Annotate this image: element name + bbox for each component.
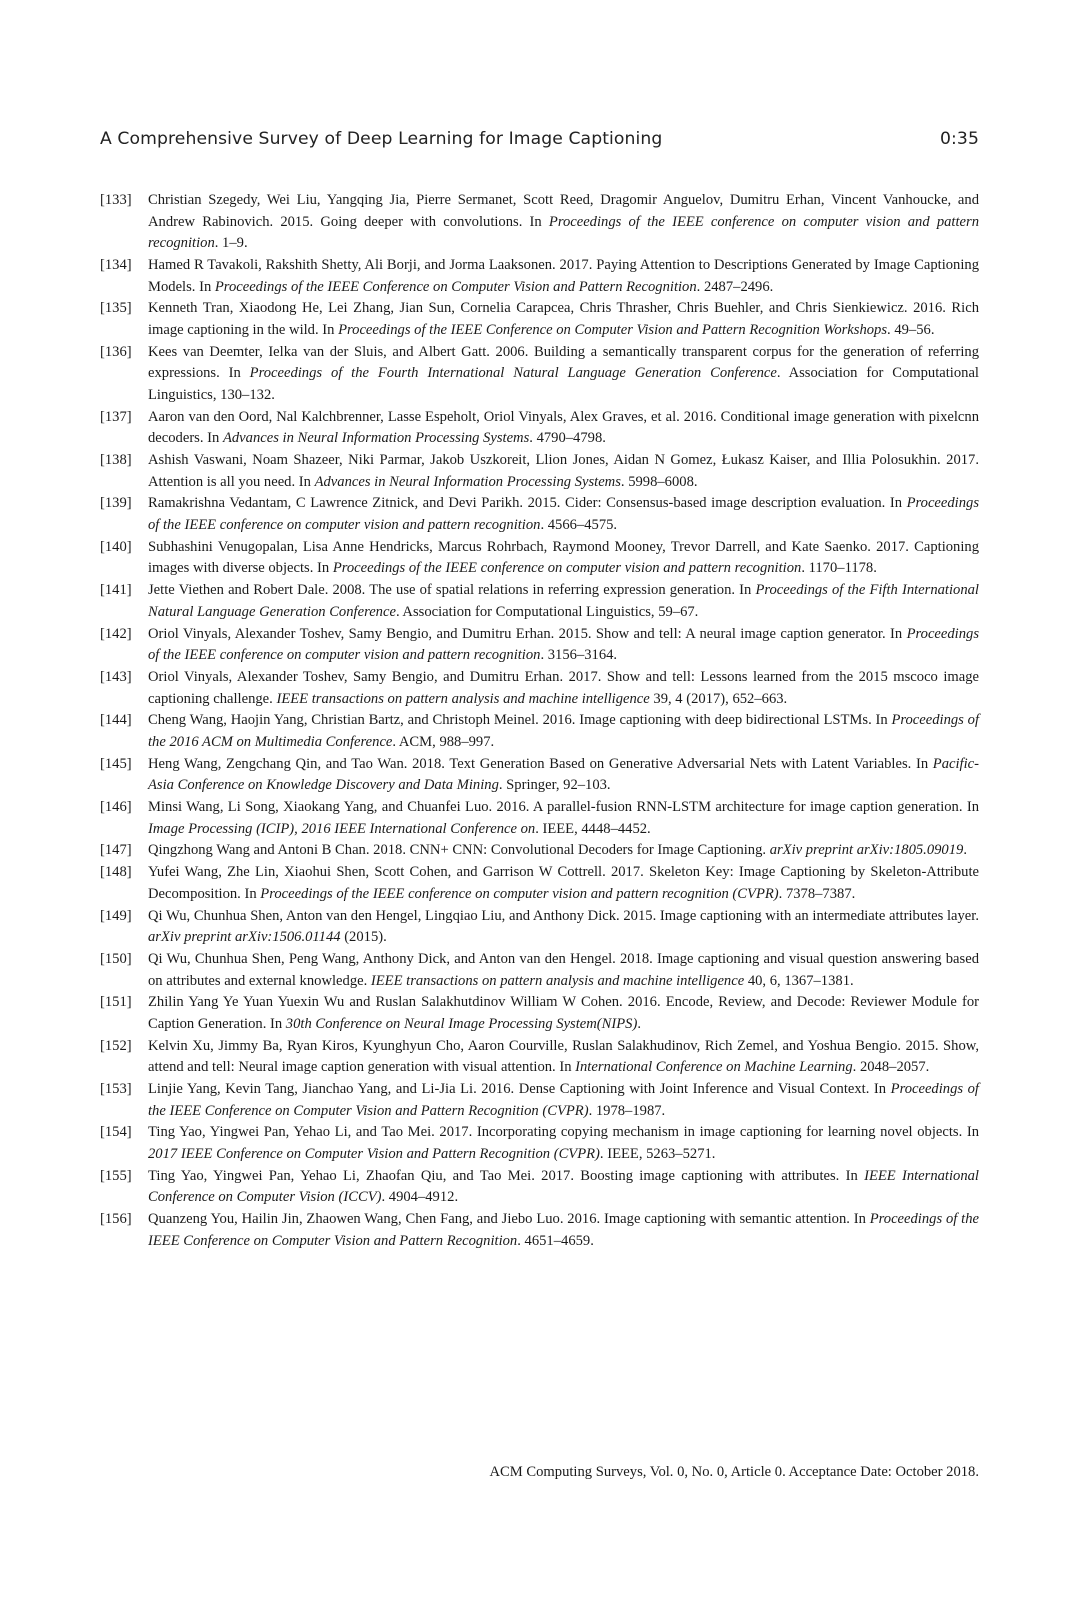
reference-number: [143] — [100, 668, 132, 685]
reference-authors-title: Qi Wu, Chunhua Shen, Anton van den Hengel, Lingqiao Liu, and Anthony Dick. 2015. Image captioning with an intermediate attributes layer. — [148, 907, 979, 924]
reference-number: [138] — [100, 452, 132, 469]
reference-number: [146] — [100, 799, 132, 816]
reference-entry — [100, 949, 979, 992]
reference-entry — [100, 862, 979, 905]
reference-venue: Advances in Neural Information Processing Systems — [222, 430, 530, 447]
reference-entry — [100, 493, 979, 536]
reference-text — [148, 300, 979, 338]
reference-number: [139] — [100, 495, 132, 512]
reference-authors-title: Qingzhong Wang and Antoni B Chan. 2018. CNN+ CNN: Convolutional Decoders for Image Captioning. — [148, 842, 770, 859]
reference-entry — [100, 537, 979, 580]
reference-number: [154] — [100, 1124, 132, 1141]
reference-venue: Advances in Neural Information Processing Systems — [314, 473, 621, 490]
reference-list — [100, 190, 979, 1253]
page-number: 0:35 — [940, 129, 979, 149]
reference-venue: Pacific-Asia Conference on Knowledge Discovery and Data Mining — [148, 755, 979, 794]
reference-number: [155] — [100, 1167, 132, 1184]
reference-venue: IEEE transactions on pattern analysis and machine intelligence — [276, 690, 650, 707]
reference-number: [151] — [100, 994, 132, 1011]
reference-number: [147] — [100, 842, 132, 859]
reference-pages: . IEEE, 5263–5271. — [599, 1146, 716, 1163]
reference-text — [148, 626, 979, 664]
reference-text — [148, 582, 979, 620]
reference-venue: 30th Conference on Neural Image Processing System(NIPS) — [285, 1015, 638, 1032]
reference-pages: . 2048–2057. — [852, 1059, 930, 1076]
reference-pages: . — [637, 1015, 641, 1032]
reference-pages: . ACM, 988–997. — [392, 733, 495, 750]
reference-venue: arXiv preprint arXiv:1506.01144 — [148, 929, 341, 946]
reference-pages: . 3156–3164. — [540, 647, 618, 664]
reference-text — [148, 257, 979, 295]
reference-entry — [100, 1166, 979, 1209]
reference-venue: Proceedings of the Fifth International Natural Language Generation Conference — [148, 582, 979, 620]
reference-venue: Proceedings of the 2016 ACM on Multimedia Conference — [148, 712, 979, 750]
reference-venue: Proceedings of the IEEE Conference on Computer Vision and Pattern Recognition Workshops — [338, 321, 888, 338]
reference-number: [137] — [100, 408, 132, 425]
reference-number: [152] — [100, 1037, 132, 1054]
reference-number: [144] — [100, 712, 132, 729]
reference-text — [148, 495, 979, 533]
reference-text — [148, 842, 967, 858]
reference-authors-title: Cheng Wang, Haojin Yang, Christian Bartz, and Christoph Meinel. 2016. Image captioning with deep bidirectional LSTMs. In — [148, 712, 892, 729]
reference-entry — [100, 190, 979, 255]
reference-number: [142] — [100, 625, 132, 642]
reference-pages: . 4904–4912. — [381, 1189, 459, 1206]
reference-entry — [100, 906, 979, 949]
reference-venue: Proceedings of the IEEE conference on computer vision and pattern recognition — [148, 213, 979, 252]
reference-authors-title: Hamed R Tavakoli, Rakshith Shetty, Ali Borji, and Jorma Laaksonen. 2017. Paying Attention to Descriptions Generated by Image Captioning Models. In — [148, 256, 979, 295]
reference-venue: IEEE International Conference on Computer Vision (ICCV) — [148, 1167, 979, 1206]
reference-entry — [100, 298, 979, 341]
reference-authors-title: Ramakrishna Vedantam, C Lawrence Zitnick, and Devi Parikh. 2015. Cider: Consensus-based image description evaluation. In — [148, 495, 907, 512]
reference-venue: Proceedings of the IEEE Conference on Computer Vision and Pattern Recognition — [214, 278, 697, 295]
reference-authors-title: Aaron van den Oord, Nal Kalchbrenner, Lasse Espeholt, Oriol Vinyals, Alex Graves, et al. 2016. Conditional image generation with pixelcnn decoders. In — [148, 408, 979, 447]
reference-entry — [100, 407, 979, 450]
reference-text — [148, 1081, 979, 1119]
reference-pages: . 1978–1987. — [588, 1102, 666, 1119]
reference-entry — [100, 342, 979, 407]
reference-number: [136] — [100, 343, 132, 360]
reference-entry — [100, 1079, 979, 1122]
reference-venue: Image Processing (ICIP), 2016 IEEE International Conference on — [148, 820, 536, 837]
reference-pages: . 2487–2496. — [696, 278, 774, 295]
reference-entry — [100, 624, 979, 667]
reference-venue: Proceedings of the IEEE Conference on Computer Vision and Pattern Recognition — [148, 1211, 979, 1249]
reference-number: [149] — [100, 907, 132, 924]
reference-authors-title: Kees van Deemter, Ielka van der Sluis, and Albert Gatt. 2006. Building a semantically transparent corpus for the generation of referring expressions. In — [148, 343, 979, 382]
reference-text — [148, 994, 979, 1032]
reference-pages: . 7378–7387. — [778, 885, 856, 902]
reference-venue: International Conference on Machine Learning — [575, 1059, 853, 1076]
reference-authors-title: Heng Wang, Zengchang Qin, and Tao Wan. 2018. Text Generation Based on Generative Adversarial Nets with Latent Variables. In — [148, 755, 933, 772]
running-header — [100, 129, 979, 149]
reference-number: [141] — [100, 582, 132, 599]
reference-text — [148, 344, 979, 403]
reference-text — [148, 908, 979, 946]
reference-text — [148, 452, 979, 490]
reference-pages: 40, 6, 1367–1381. — [744, 972, 854, 989]
reference-number: [156] — [100, 1211, 132, 1228]
reference-number: [145] — [100, 755, 132, 772]
reference-authors-title: Qi Wu, Chunhua Shen, Peng Wang, Anthony Dick, and Anton van den Hengel. 2018. Image captioning and visual question answering based on attributes and external knowledge. — [148, 950, 979, 989]
reference-authors-title: Ashish Vaswani, Noam Shazeer, Niki Parmar, Jakob Uszkoreit, Llion Jones, Aidan N Gomez, Łukasz Kaiser, and Illia Polosukhin. 2017. Attention is all you need. In — [148, 452, 979, 490]
reference-text — [148, 712, 979, 750]
reference-authors-title: Oriol Vinyals, Alexander Toshev, Samy Bengio, and Dumitru Erhan. 2015. Show and tell: A neural image caption generator. In — [148, 625, 907, 642]
reference-pages: . IEEE, 4448–4452. — [535, 820, 651, 837]
reference-number: [140] — [100, 538, 132, 555]
reference-text — [148, 192, 979, 251]
reference-entry — [100, 840, 979, 862]
reference-pages: . Association for Computational Linguistics, 130–132. — [148, 365, 979, 403]
reference-number: [153] — [100, 1081, 132, 1098]
reference-authors-title: Oriol Vinyals, Alexander Toshev, Samy Bengio, and Dumitru Erhan. 2017. Show and tell: Lessons learned from the 2015 mscoco image captioning challenge. — [148, 668, 979, 707]
reference-authors-title: Kelvin Xu, Jimmy Ba, Ryan Kiros, Kyunghyun Cho, Aaron Courville, Ruslan Salakhudinov, Rich Zemel, and Yoshua Bengio. 2015. Show, attend and tell: Neural image caption generation with visual attention. In — [148, 1037, 979, 1076]
reference-entry — [100, 1036, 979, 1079]
reference-entry — [100, 255, 979, 298]
reference-venue: Proceedings of the IEEE conference on computer vision and pattern recognition — [148, 495, 979, 534]
reference-entry — [100, 580, 979, 623]
reference-pages: . 49–56. — [887, 321, 935, 338]
reference-authors-title: Jette Viethen and Robert Dale. 2008. The use of spatial relations in referring expression generation. In — [148, 582, 756, 599]
reference-venue: IEEE transactions on pattern analysis and machine intelligence — [370, 972, 745, 989]
reference-pages: . Springer, 92–103. — [498, 777, 611, 794]
reference-text — [148, 1168, 979, 1206]
reference-venue: Proceedings of the IEEE conference on computer vision and pattern recognition — [148, 625, 979, 664]
reference-authors-title: Yufei Wang, Zhe Lin, Xiaohui Shen, Scott Cohen, and Garrison W Cottrell. 2017. Skeleton Key: Image Captioning by Skeleton-Attribute Decomposition. In — [148, 864, 979, 902]
reference-text — [148, 409, 979, 447]
reference-pages: 39, 4 (2017), 652–663. — [649, 690, 788, 707]
reference-entry — [100, 797, 979, 840]
reference-number: [133] — [100, 192, 132, 208]
reference-venue: Proceedings of the IEEE conference on computer vision and pattern recognition (CVPR) — [260, 885, 779, 902]
reference-entry — [100, 450, 979, 493]
reference-authors-title: Ting Yao, Yingwei Pan, Yehao Li, Zhaofan Qiu, and Tao Mei. 2017. Boosting image captioning with attributes. In — [148, 1167, 865, 1184]
reference-pages: . 4651–4659. — [517, 1232, 594, 1249]
reference-text — [148, 1038, 979, 1076]
reference-entry — [100, 710, 979, 753]
reference-authors-title: Minsi Wang, Li Song, Xiaokang Yang, and Chuanfei Luo. 2016. A parallel-fusion RNN-LSTM architecture for image caption generation. In — [148, 799, 979, 816]
reference-authors-title: Quanzeng You, Hailin Jin, Zhaowen Wang, Chen Fang, and Jiebo Luo. 2016. Image captioning with semantic attention. In — [148, 1211, 870, 1228]
reference-authors-title: Kenneth Tran, Xiaodong He, Lei Zhang, Jian Sun, Cornelia Carapcea, Chris Thrasher, Chris Buehler, and Chris Sienkiewicz. 2016. Rich image captioning in the wild. In — [148, 300, 979, 338]
reference-venue: 2017 IEEE Conference on Computer Vision and Pattern Recognition (CVPR) — [148, 1146, 600, 1163]
reference-pages: . — [963, 842, 967, 859]
reference-entry — [100, 992, 979, 1035]
reference-authors-title: Christian Szegedy, Wei Liu, Yangqing Jia, Pierre Sermanet, Scott Reed, Dragomir Anguelov, Dumitru Erhan, Vincent Vanhoucke, and Andrew Rabinovich. 2015. Going deeper with convolutions. In — [148, 192, 979, 230]
reference-text — [148, 864, 979, 902]
reference-venue: Proceedings of the IEEE conference on computer vision and pattern recognition — [332, 560, 802, 577]
reference-pages: . 4790–4798. — [529, 430, 606, 447]
reference-number: [150] — [100, 950, 132, 967]
reference-pages: . Association for Computational Linguistics, 59–67. — [395, 603, 699, 620]
reference-entry — [100, 667, 979, 710]
header-title: A Comprehensive Survey of Deep Learning for Image Captioning — [100, 129, 663, 149]
footer-citation: ACM Computing Surveys, Vol. 0, No. 0, Article 0. Acceptance Date: October 2018. — [489, 1464, 979, 1480]
reference-authors-title: Subhashini Venugopalan, Lisa Anne Hendricks, Marcus Rohrbach, Raymond Mooney, Trevor Darrell, and Kate Saenko. 2017. Captioning images with diverse objects. In — [148, 538, 979, 577]
reference-venue: Proceedings of the IEEE Conference on Computer Vision and Pattern Recognition (CVPR) — [148, 1081, 979, 1119]
reference-text — [148, 1211, 979, 1249]
reference-text — [148, 799, 979, 837]
reference-pages: . 4566–4575. — [540, 517, 618, 534]
reference-text — [148, 1124, 979, 1162]
reference-entry — [100, 754, 979, 797]
reference-authors-title: Zhilin Yang Ye Yuan Yuexin Wu and Ruslan Salakhutdinov William W Cohen. 2016. Encode, Review, and Decode: Reviewer Module for Caption Generation. In — [148, 994, 979, 1032]
reference-number: [148] — [100, 864, 132, 881]
reference-pages: . 1170–1178. — [801, 560, 877, 577]
reference-venue: arXiv preprint arXiv:1805.09019 — [769, 842, 964, 859]
reference-entry — [100, 1209, 979, 1252]
reference-authors-title: Linjie Yang, Kevin Tang, Jianchao Yang, and Li-Jia Li. 2016. Dense Captioning with Joint Inference and Visual Context. In — [148, 1081, 891, 1098]
reference-pages: . 5998–6008. — [620, 473, 698, 490]
reference-pages: . 1–9. — [214, 235, 248, 252]
reference-number: [135] — [100, 300, 132, 317]
reference-entry — [100, 1122, 979, 1165]
reference-text — [148, 669, 979, 707]
reference-text — [148, 539, 979, 577]
reference-text — [148, 756, 979, 794]
reference-venue: Proceedings of the Fourth International Natural Language Generation Conference — [249, 365, 777, 382]
reference-pages: (2015). — [340, 929, 387, 946]
reference-authors-title: Ting Yao, Yingwei Pan, Yehao Li, and Tao Mei. 2017. Incorporating copying mechanism in image captioning for learning novel objects. In — [148, 1124, 979, 1141]
reference-text — [148, 951, 979, 989]
reference-number: [134] — [100, 256, 132, 273]
